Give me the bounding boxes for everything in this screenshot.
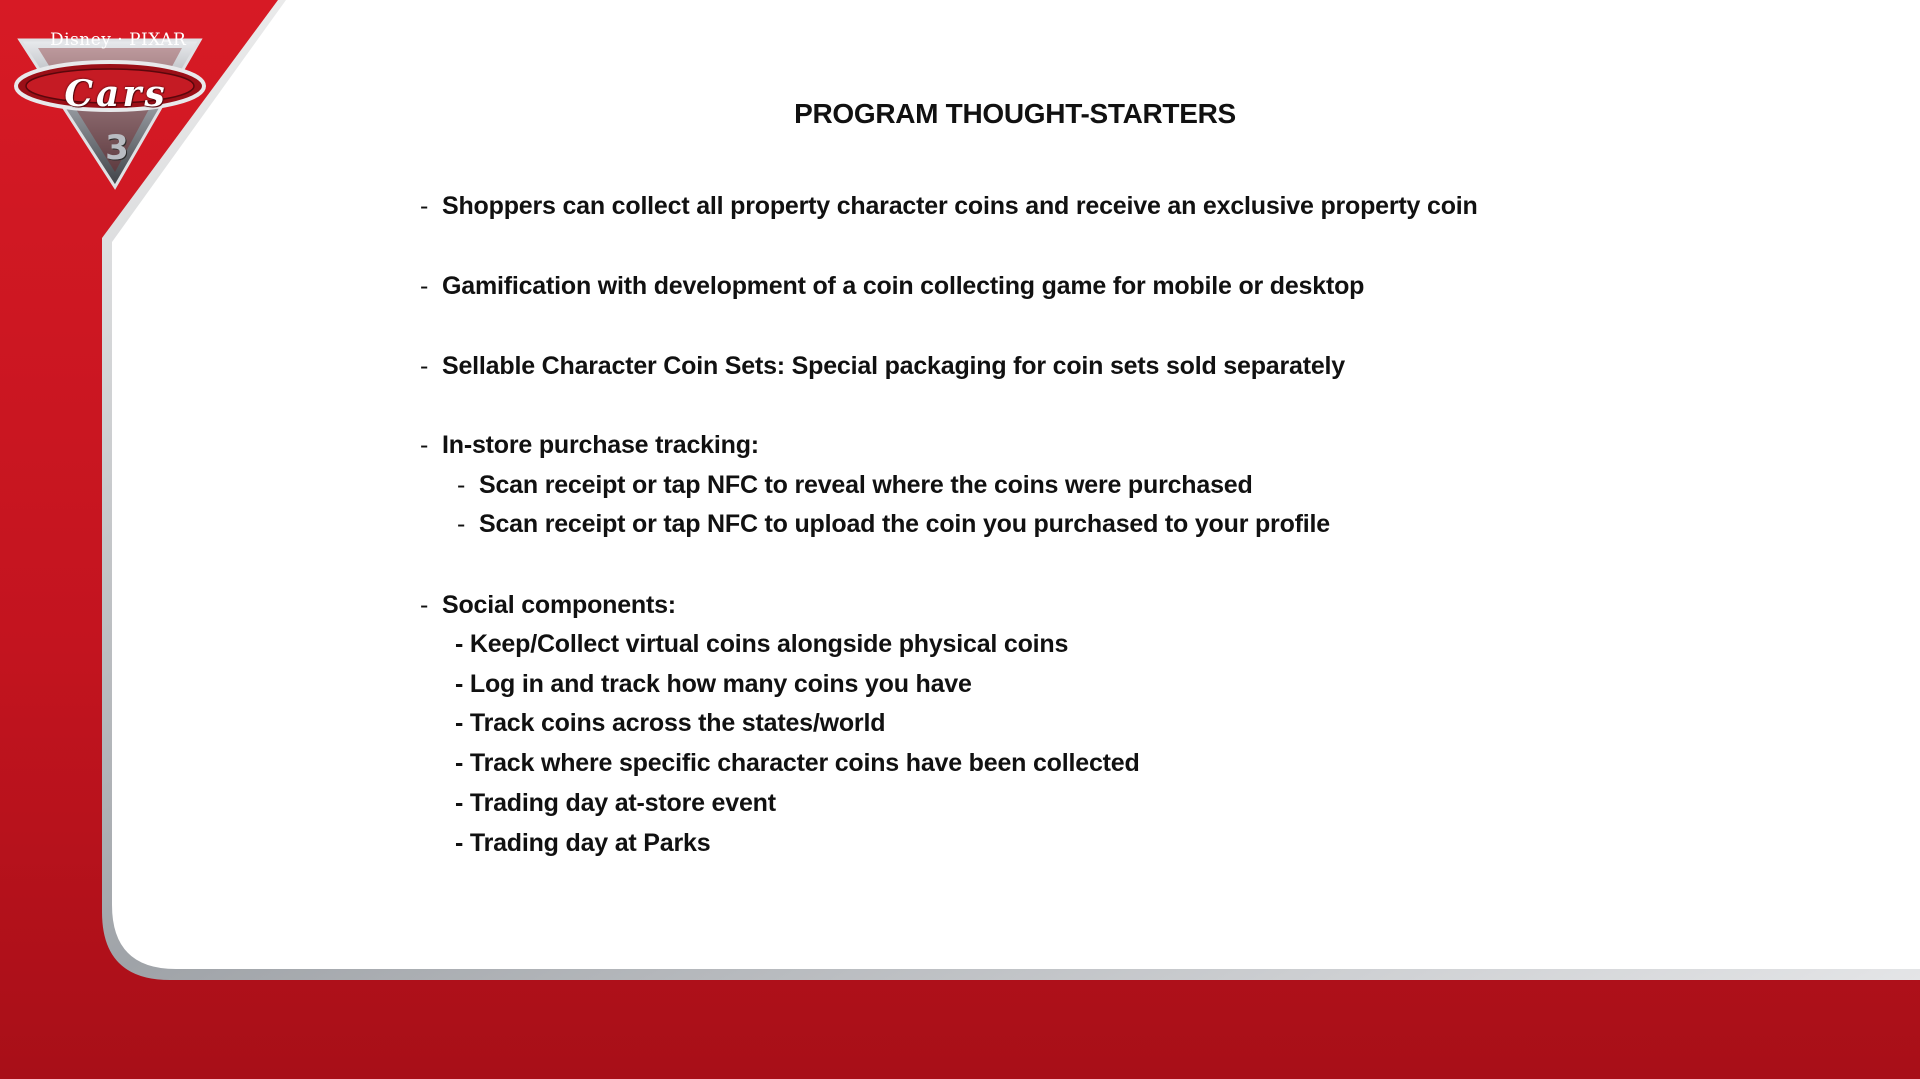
page-title: PROGRAM THOUGHT-STARTERS	[794, 98, 1236, 129]
logo-title-text: Cars	[64, 73, 168, 115]
bullet-dash: -	[420, 591, 429, 619]
bullet-dash: -	[420, 192, 429, 220]
bullet-text: In-store purchase tracking:	[442, 431, 759, 459]
subitem-text: Scan receipt or tap NFC to reveal where the coins were purchased	[479, 471, 1253, 499]
subitem-dash: -	[457, 510, 466, 538]
social-subitem: - Track where specific character coins have been collected	[455, 749, 1140, 777]
logo-number-text: 3	[105, 128, 129, 168]
social-subitem: - Log in and track how many coins you have	[455, 670, 972, 698]
bullet-dash: -	[420, 272, 429, 300]
social-subitem: - Track coins across the states/world	[455, 709, 886, 737]
logo-brand-text: Disney · PIXAR	[50, 30, 187, 50]
bullet-dash: -	[420, 352, 429, 380]
social-subitem: - Keep/Collect virtual coins alongside physical coins	[455, 630, 1069, 658]
bullet-text: Sellable Character Coin Sets: Special packaging for coin sets sold separately	[442, 352, 1345, 380]
bullet-text: Shoppers can collect all property character coins and receive an exclusive property coin	[442, 192, 1478, 220]
social-subitem: - Trading day at Parks	[455, 829, 711, 857]
social-subitem: - Trading day at-store event	[455, 789, 776, 817]
bullet-dash: -	[420, 431, 429, 459]
subitem-text: Scan receipt or tap NFC to upload the coin you purchased to your profile	[479, 510, 1330, 538]
cars-3-logo	[10, 22, 210, 192]
subitem-dash: -	[457, 471, 466, 499]
bullet-text: Gamification with development of a coin collecting game for mobile or desktop	[442, 272, 1365, 300]
bullet-text: Social components:	[442, 591, 676, 619]
